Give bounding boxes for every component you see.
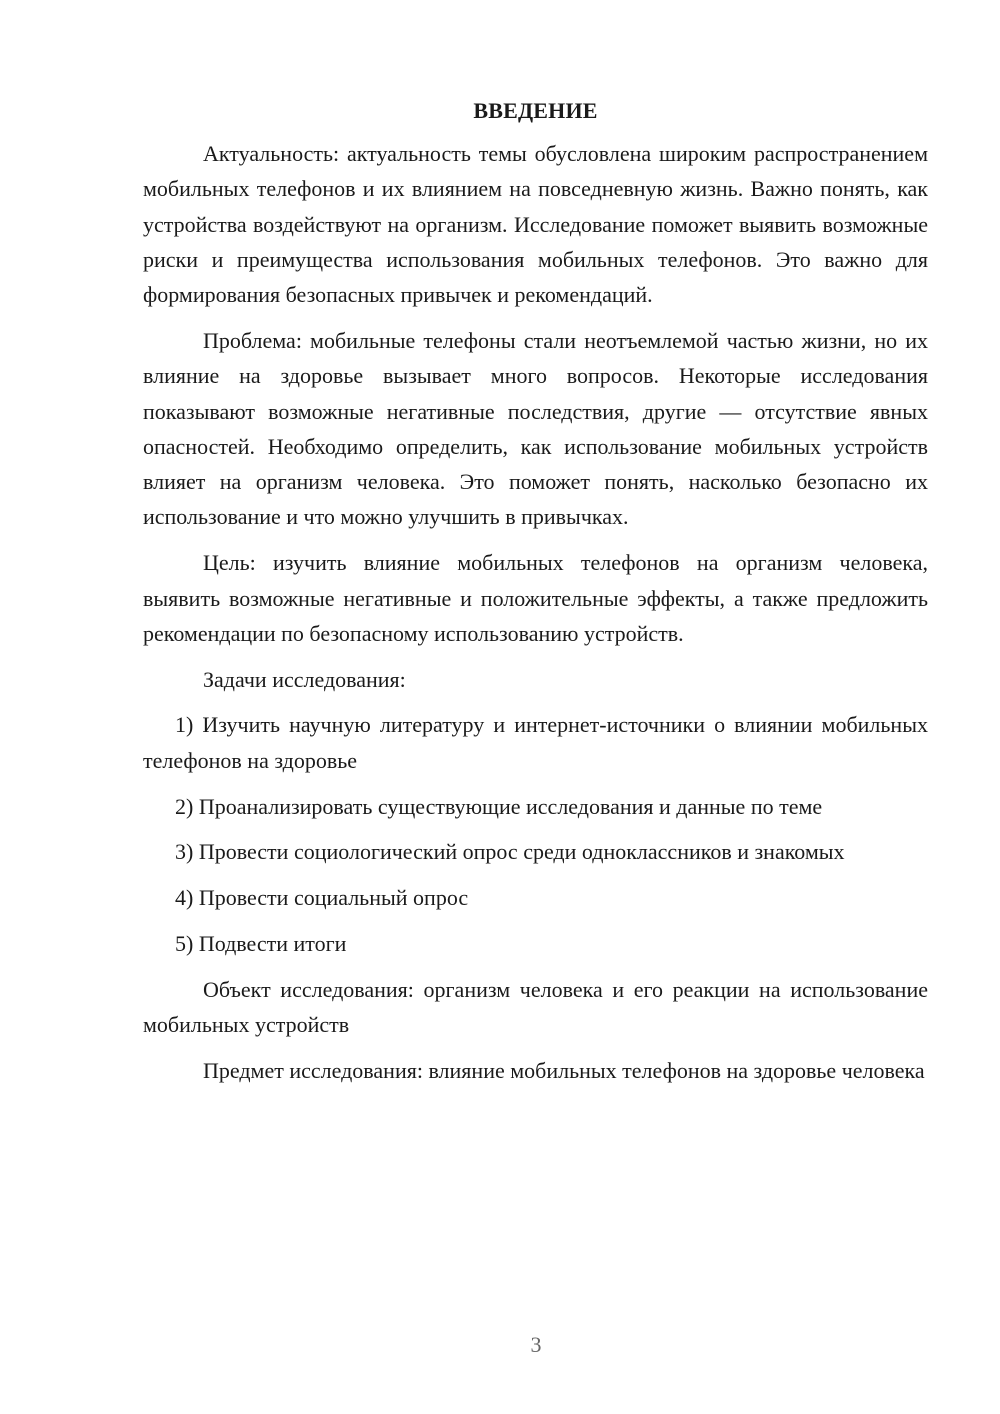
section-title: ВВЕДЕНИЕ	[473, 98, 598, 123]
task-item-1: 1) Изучить научную литературу и интернет-источники о влиянии мобильных телефонов на здоровье	[143, 712, 928, 773]
page-number: 3	[530, 1332, 542, 1357]
task-item-4: 4) Провести социальный опрос	[175, 885, 469, 911]
task-item-2: 2) Проанализировать существующие исследования и данные по теме	[175, 793, 823, 819]
task-item-3: 3) Провести социологический опрос среди одноклассников и знакомых	[175, 839, 845, 865]
object-paragraph: Объект исследования: организм человека и его реакции на использование мобильных устройств	[143, 976, 928, 1038]
tasks-heading: Задачи исследования:	[203, 666, 406, 692]
subject-paragraph: Предмет исследования: влияние мобильных телефонов на здоровье человека	[203, 1057, 925, 1083]
problem-paragraph: Проблема: мобильные телефоны стали неотъемлемой частью жизни, но их влияние на здоровье вызывает много вопросов. Некоторые исследования показывают возможные негативные последствия, другие — отсутствие явных опасностей. Необходимо определить, как использование мобильных устройств влияет на организм человека. Это поможет понять, насколько безопасно их использование и что можно улучшить в привычках.	[143, 327, 928, 530]
relevance-paragraph: Актуальность: актуальность темы обусловлена широким распространением мобильных телефонов и их влиянием на повседневную жизнь. Важно понять, как устройства воздействуют на организм. Исследование поможет выявить возможные риски и преимущества использования мобильных телефонов. Это важно для формирования безопасных привычек и рекомендаций.	[143, 141, 928, 308]
goal-paragraph: Цель: изучить влияние мобильных телефонов на организм человека, выявить возможные негативные и положительные эффекты, а также предложить рекомендации по безопасному использованию устройств.	[143, 550, 928, 646]
task-item-5: 5) Подвести итоги	[175, 930, 347, 956]
document-body	[143, 96, 928, 1088]
